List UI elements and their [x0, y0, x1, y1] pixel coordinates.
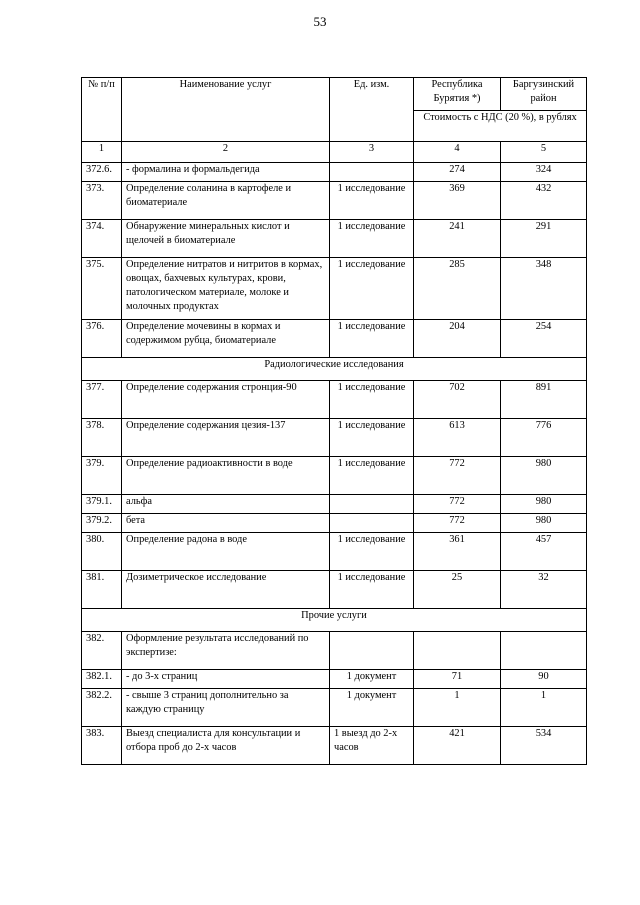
- table-row: [82, 571, 587, 609]
- service-name: - свыше 3 страниц дополнительно за каждую страницу: [122, 689, 330, 727]
- service-unit: [330, 514, 414, 533]
- table-row: [82, 163, 587, 182]
- header-unit: Ед. изм.: [330, 78, 414, 142]
- price-barguzin: [501, 632, 587, 670]
- price-barguzin: 980: [501, 514, 587, 533]
- table-row: [82, 533, 587, 571]
- header-price-note: Стоимость с НДС (20 %), в рублях: [414, 111, 587, 142]
- price-buryatia: 25: [414, 571, 501, 609]
- price-buryatia: 772: [414, 495, 501, 514]
- service-unit: 1 исследование: [330, 182, 414, 220]
- service-unit: 1 исследование: [330, 457, 414, 495]
- price-buryatia: 274: [414, 163, 501, 182]
- service-unit: 1 исследование: [330, 320, 414, 358]
- service-unit: 1 выезд до 2-х часов: [330, 727, 414, 765]
- price-barguzin: 534: [501, 727, 587, 765]
- column-number: 2: [122, 142, 330, 163]
- service-name: Оформление результата исследований по экспертизе:: [122, 632, 330, 670]
- row-number: 375.: [82, 258, 122, 320]
- row-number: 376.: [82, 320, 122, 358]
- table-row: [82, 419, 587, 457]
- service-name: - формалина и формальдегида: [122, 163, 330, 182]
- service-name: Определение содержания стронция-90: [122, 381, 330, 419]
- section-heading-other: Прочие услуги: [82, 609, 587, 632]
- price-buryatia: 204: [414, 320, 501, 358]
- price-buryatia: 421: [414, 727, 501, 765]
- service-unit: 1 исследование: [330, 571, 414, 609]
- price-barguzin: 432: [501, 182, 587, 220]
- service-name: Определение нитратов и нитритов в кормах, овощах, бахчевых культурах, крови, патологическом материале, молоке и молочных продуктах: [122, 258, 330, 320]
- table-row: [82, 514, 587, 533]
- row-number: 379.: [82, 457, 122, 495]
- service-unit: 1 исследование: [330, 220, 414, 258]
- price-buryatia: 361: [414, 533, 501, 571]
- table-row: [82, 320, 587, 358]
- price-barguzin: 1: [501, 689, 587, 727]
- service-name: Определение мочевины в кормах и содержимом рубца, биоматериале: [122, 320, 330, 358]
- service-name: Определение радона в воде: [122, 533, 330, 571]
- price-buryatia: 285: [414, 258, 501, 320]
- column-number: 1: [82, 142, 122, 163]
- table-row: [82, 670, 587, 689]
- table-row: [82, 632, 587, 670]
- row-number: 383.: [82, 727, 122, 765]
- table-row: [82, 457, 587, 495]
- price-barguzin: 776: [501, 419, 587, 457]
- row-number: 381.: [82, 571, 122, 609]
- price-buryatia: 369: [414, 182, 501, 220]
- row-number: 382.: [82, 632, 122, 670]
- table-row: [82, 727, 587, 765]
- section-heading-radiology: Радиологические исследования: [82, 358, 587, 381]
- table-row: [82, 220, 587, 258]
- service-name: Определение содержания цезия-137: [122, 419, 330, 457]
- price-buryatia: 1: [414, 689, 501, 727]
- service-name: бета: [122, 514, 330, 533]
- service-name: Обнаружение минеральных кислот и щелочей в биоматериале: [122, 220, 330, 258]
- column-number: 5: [501, 142, 587, 163]
- row-number: 373.: [82, 182, 122, 220]
- header-number: № п/п: [82, 78, 122, 142]
- service-name: Выезд специалиста для консультации и отбора проб до 2-х часов: [122, 727, 330, 765]
- row-number: 382.1.: [82, 670, 122, 689]
- price-barguzin: 254: [501, 320, 587, 358]
- header-region-barguzin: Баргузинский район: [501, 78, 587, 111]
- row-number: 377.: [82, 381, 122, 419]
- row-number: 379.1.: [82, 495, 122, 514]
- table-row: [82, 381, 587, 419]
- price-buryatia: 613: [414, 419, 501, 457]
- section-heading-row: [82, 358, 587, 381]
- price-buryatia: 241: [414, 220, 501, 258]
- service-name: альфа: [122, 495, 330, 514]
- header-service-name: Наименование услуг: [122, 78, 330, 142]
- price-barguzin: 980: [501, 495, 587, 514]
- price-barguzin: 324: [501, 163, 587, 182]
- price-buryatia: 71: [414, 670, 501, 689]
- column-number: 3: [330, 142, 414, 163]
- service-unit: 1 исследование: [330, 419, 414, 457]
- service-unit: 1 документ: [330, 670, 414, 689]
- service-unit: [330, 632, 414, 670]
- service-name: - до 3-х страниц: [122, 670, 330, 689]
- row-number: 379.2.: [82, 514, 122, 533]
- price-buryatia: 702: [414, 381, 501, 419]
- price-buryatia: 772: [414, 457, 501, 495]
- service-name: Дозиметрическое исследование: [122, 571, 330, 609]
- row-number: 382.2.: [82, 689, 122, 727]
- service-unit: [330, 495, 414, 514]
- section-heading-row: [82, 609, 587, 632]
- table-row: [82, 182, 587, 220]
- service-name: Определение соланина в картофеле и биоматериале: [122, 182, 330, 220]
- price-barguzin: 291: [501, 220, 587, 258]
- header-region-buryatia: Республика Бурятия *): [414, 78, 501, 111]
- service-unit: 1 документ: [330, 689, 414, 727]
- table-header-row: [82, 78, 587, 111]
- price-barguzin: 90: [501, 670, 587, 689]
- service-unit: 1 исследование: [330, 258, 414, 320]
- table-row: [82, 689, 587, 727]
- price-barguzin: 32: [501, 571, 587, 609]
- price-barguzin: 457: [501, 533, 587, 571]
- service-name: Определение радиоактивности в воде: [122, 457, 330, 495]
- row-number: 380.: [82, 533, 122, 571]
- column-number-row: [82, 142, 587, 163]
- row-number: 372.6.: [82, 163, 122, 182]
- table-row: [82, 258, 587, 320]
- price-table: [81, 77, 587, 765]
- price-barguzin: 348: [501, 258, 587, 320]
- column-number: 4: [414, 142, 501, 163]
- page-number: 53: [313, 14, 327, 29]
- service-unit: 1 исследование: [330, 381, 414, 419]
- price-buryatia: [414, 632, 501, 670]
- table-row: [82, 495, 587, 514]
- row-number: 374.: [82, 220, 122, 258]
- price-barguzin: 980: [501, 457, 587, 495]
- price-barguzin: 891: [501, 381, 587, 419]
- price-buryatia: 772: [414, 514, 501, 533]
- row-number: 378.: [82, 419, 122, 457]
- service-unit: [330, 163, 414, 182]
- service-unit: 1 исследование: [330, 533, 414, 571]
